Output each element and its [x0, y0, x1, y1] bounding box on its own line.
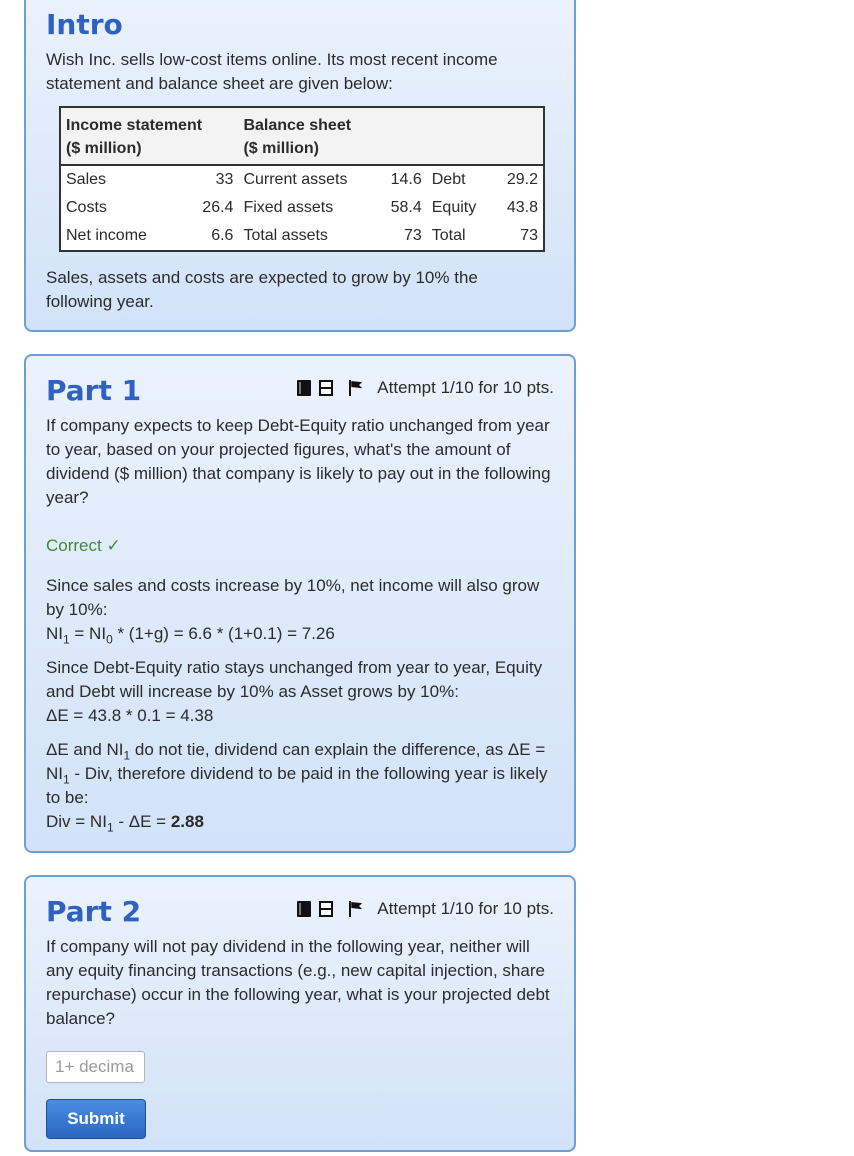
- table-cell: Total assets: [243, 227, 328, 244]
- intro-title: Intro: [46, 8, 123, 41]
- subscript: 1: [123, 748, 131, 763]
- table-cell: 43.8: [506, 199, 538, 216]
- table-cell: Costs: [66, 199, 107, 216]
- explanation-text: [46, 738, 556, 810]
- header-line: ($ million): [243, 140, 319, 157]
- subscript: 0: [106, 632, 113, 647]
- table-cell: 26.4: [202, 199, 234, 216]
- text-part: - Div, therefore dividend to be paid in the following year is likely to be:: [46, 764, 548, 807]
- header-line: Income statement: [66, 117, 203, 134]
- correct-status: Correct ✓: [46, 536, 121, 555]
- answer-input[interactable]: [46, 1051, 145, 1083]
- part1-attempt: Attempt 1/10 for 10 pts.: [377, 378, 554, 397]
- formula-part: * (1+g) = 6.6 * (1+0.1) = 7.26: [112, 624, 335, 643]
- film-icon[interactable]: [319, 380, 333, 396]
- table-cell: Current assets: [243, 171, 348, 188]
- table-cell: Sales: [66, 171, 107, 188]
- part1-title: Part 1: [46, 374, 142, 407]
- formula-part: NI: [46, 624, 63, 643]
- text-part: do not tie, dividend can explain the difference, as ΔE = NI: [46, 740, 546, 783]
- explanation-formula: ΔE = 43.8 * 0.1 = 4.38: [46, 706, 214, 725]
- part1-toolbar: [297, 378, 554, 398]
- explanation-text: Since Debt-Equity ratio stays unchanged from year to year, Equity and Debt will increase by 10% as Asset grows by 10%:: [46, 658, 543, 701]
- table-cell: 73: [403, 227, 422, 244]
- explanation-3: [46, 738, 556, 834]
- intro-growth-text: Sales, assets and costs are expected to grow by 10% the following year.: [46, 268, 478, 311]
- financial-table: [59, 106, 545, 252]
- flag-icon[interactable]: [349, 380, 363, 396]
- table-cell: Fixed assets: [243, 199, 334, 216]
- income-statement-header: [60, 107, 238, 165]
- part2-attempt: Attempt 1/10 for 10 pts.: [377, 899, 554, 918]
- explanation-2: [46, 656, 556, 728]
- part1-question: If company expects to keep Debt-Equity ratio unchanged from year to year, based on your projected figures, what's the amount of dividend ($ million) that company is likely to pay out in the following year?: [46, 416, 551, 507]
- formula-part: - ΔE =: [113, 812, 171, 831]
- submit-button[interactable]: Submit: [46, 1099, 146, 1139]
- table-header-row: [60, 107, 544, 165]
- table-cell: 14.6: [390, 171, 422, 188]
- header-line: ($ million): [66, 140, 142, 157]
- intro-card: [24, 0, 576, 332]
- text-part: ΔE and NI: [46, 740, 124, 759]
- book-icon[interactable]: [297, 380, 311, 396]
- film-icon[interactable]: [319, 901, 333, 917]
- part2-title: Part 2: [46, 895, 142, 928]
- part2-toolbar: [297, 899, 554, 919]
- table-row: [60, 222, 544, 251]
- part1-card: [24, 354, 576, 853]
- table-cell: 33: [215, 171, 234, 188]
- table-row: [60, 165, 544, 194]
- explanation-1: [46, 574, 556, 646]
- subscript: 1: [106, 820, 114, 835]
- table-cell: Net income: [66, 227, 147, 244]
- table-cell: 58.4: [390, 199, 422, 216]
- final-answer: 2.88: [170, 812, 204, 831]
- formula-part: Div = NI: [46, 812, 107, 831]
- balance-sheet-header: [238, 107, 544, 165]
- table-cell: Equity: [431, 199, 477, 216]
- intro-text: Wish Inc. sells low-cost items online. Its most recent income statement and balance sheet are given below:: [46, 50, 498, 93]
- explanation-formula: [46, 622, 556, 646]
- flag-icon[interactable]: [349, 901, 363, 917]
- part2-card: [24, 875, 576, 1152]
- table-cell: Total: [431, 227, 466, 244]
- table-cell: 29.2: [506, 171, 538, 188]
- header-line: Balance sheet: [243, 117, 352, 134]
- formula-part: = NI: [69, 624, 107, 643]
- part2-question: If company will not pay dividend in the following year, neither will any equity financing transactions (e.g., new capital injection, share repurchase) occur in the following year, what is your projected debt balance?: [46, 937, 550, 1028]
- explanation-formula: [46, 810, 556, 834]
- explanation-text: Since sales and costs increase by 10%, net income will also grow by 10%:: [46, 576, 540, 619]
- table-cell: Debt: [431, 171, 466, 188]
- table-cell: 6.6: [211, 227, 234, 244]
- table-cell: 73: [520, 227, 538, 244]
- subscript: 1: [63, 632, 70, 647]
- table-row: [60, 194, 544, 222]
- subscript: 1: [63, 772, 70, 787]
- book-icon[interactable]: [297, 901, 311, 917]
